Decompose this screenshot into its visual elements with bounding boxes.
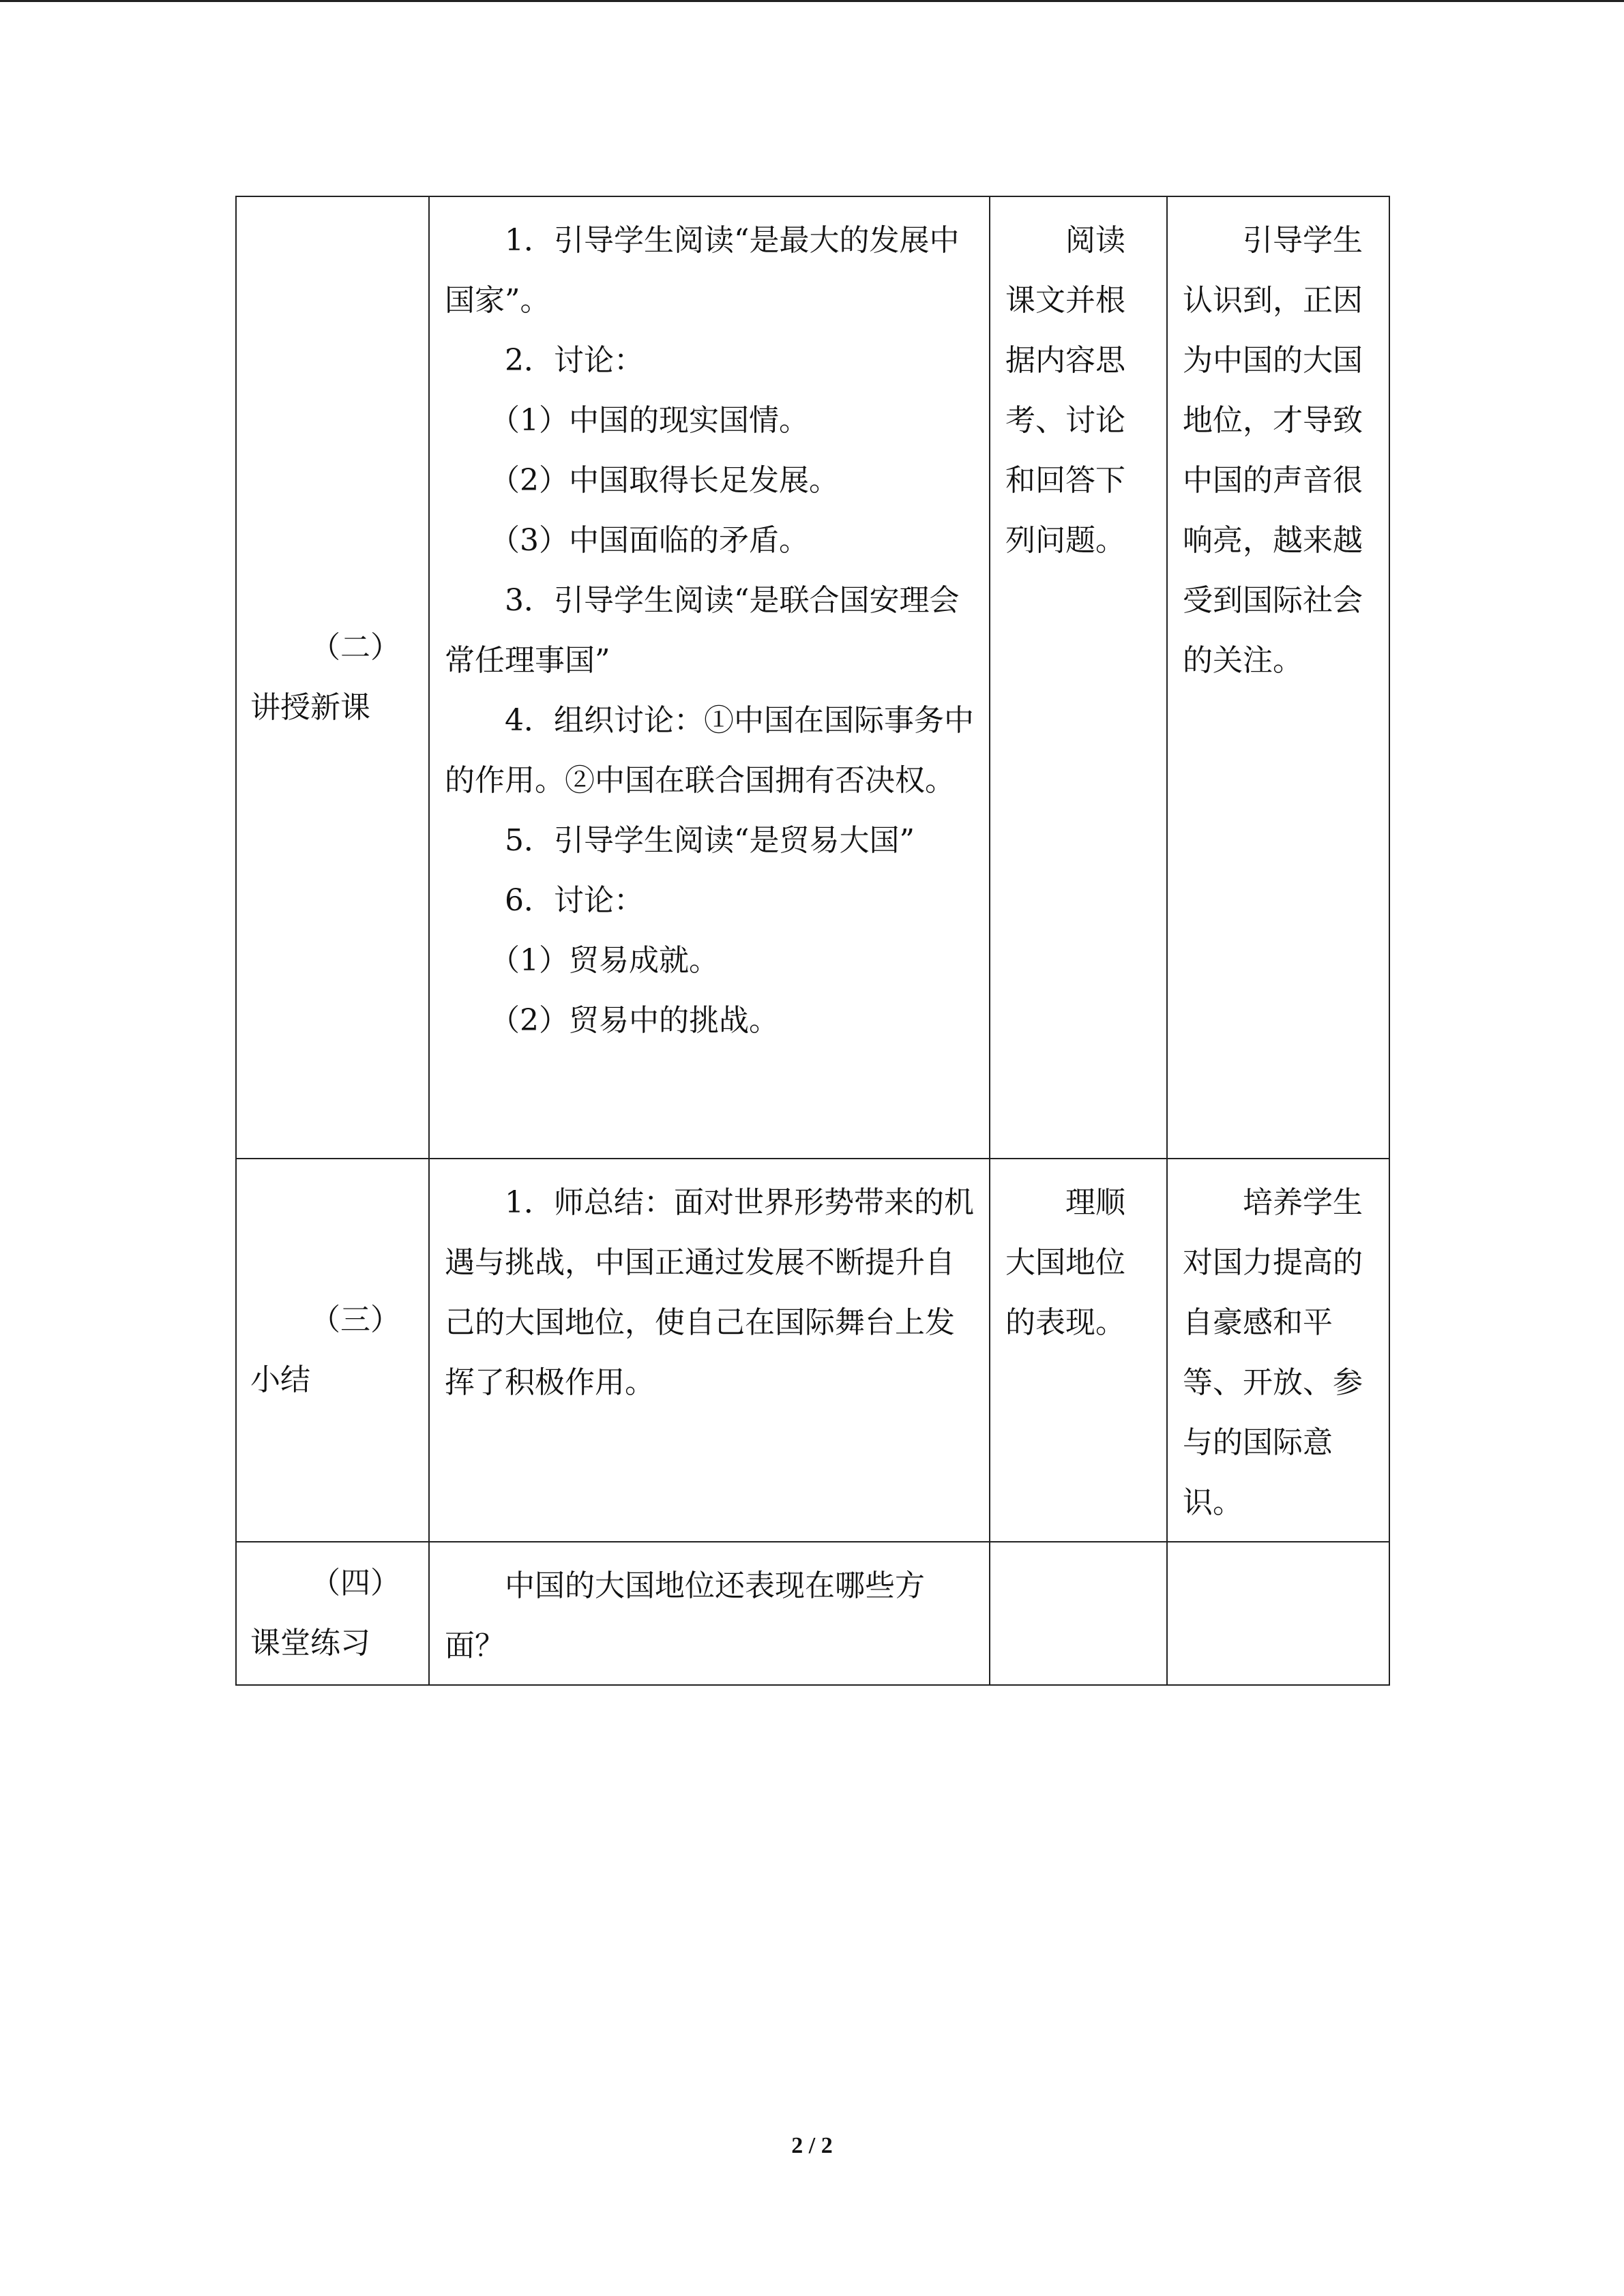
teacher-activity-cell xyxy=(429,196,990,1159)
stage-cell xyxy=(236,1542,429,1685)
activity-subitem: （2）贸易中的挑战。 xyxy=(490,1003,779,1038)
design-intent-text: 引导学生认识到，正因为中国的大国地位，才导致中国的声音很响亮，越来越受到国际社会的关注。 xyxy=(1183,223,1363,678)
design-intent-cell xyxy=(1167,1542,1389,1685)
activity-item: 5．引导学生阅读“是贸易大国” xyxy=(505,823,915,858)
stage-number: （四） xyxy=(310,1566,400,1600)
stage-name: 讲授新课 xyxy=(250,689,370,725)
table-row xyxy=(236,1159,1389,1542)
activity-item: 6．讨论： xyxy=(505,883,644,918)
design-intent-cell xyxy=(1167,196,1389,1159)
stage-cell xyxy=(236,1159,429,1542)
stage-number: （三） xyxy=(310,1302,400,1337)
stage-cell xyxy=(236,196,429,1159)
student-activity-cell xyxy=(990,196,1167,1159)
design-intent-text: 培养学生对国力提高的自豪感和平等、开放、参与的国际意识。 xyxy=(1183,1185,1363,1520)
page-number: 2 / 2 xyxy=(791,2133,833,2158)
activity-subitem: （1）中国的现实国情。 xyxy=(490,403,809,438)
lesson-plan-table xyxy=(235,196,1390,1686)
activity-item: 1．师总结：面对世界形势带来的机遇与挑战，中国正通过发展不断提升自己的大国地位，使自己在国际舞台上发挥了积极作用。 xyxy=(445,1185,974,1400)
teacher-activity-cell xyxy=(429,1159,990,1542)
activity-item: 1．引导学生阅读“是最大的发展中国家”。 xyxy=(445,223,960,318)
student-activity-cell xyxy=(990,1542,1167,1685)
student-activity-text: 阅读课文并根据内容思考、讨论和回答下列问题。 xyxy=(1005,223,1125,558)
stage-name: 课堂练习 xyxy=(250,1626,370,1660)
student-activity-cell xyxy=(990,1159,1167,1542)
activity-item: 2．讨论： xyxy=(505,343,644,378)
page-top-border xyxy=(0,0,1624,2)
table-row xyxy=(236,1542,1389,1685)
table-row xyxy=(236,196,1389,1159)
activity-item: 中国的大国地位还表现在哪些方面？ xyxy=(445,1568,925,1663)
activity-subitem: （2）中国取得长足发展。 xyxy=(490,463,839,498)
teacher-activity-cell xyxy=(429,1542,990,1685)
student-activity-text: 理顺大国地位的表现。 xyxy=(1005,1185,1125,1340)
activity-item: 3．引导学生阅读“是联合国安理会常任理事国” xyxy=(445,583,960,678)
design-intent-cell xyxy=(1167,1159,1389,1542)
activity-subitem: （3）中国面临的矛盾。 xyxy=(490,523,809,558)
activity-subitem: （1）贸易成就。 xyxy=(490,943,719,978)
stage-number: （二） xyxy=(310,629,400,665)
stage-name: 小结 xyxy=(250,1362,310,1397)
activity-item: 4．组织讨论：①中国在国际事务中的作用。②中国在联合国拥有否决权。 xyxy=(445,703,974,798)
